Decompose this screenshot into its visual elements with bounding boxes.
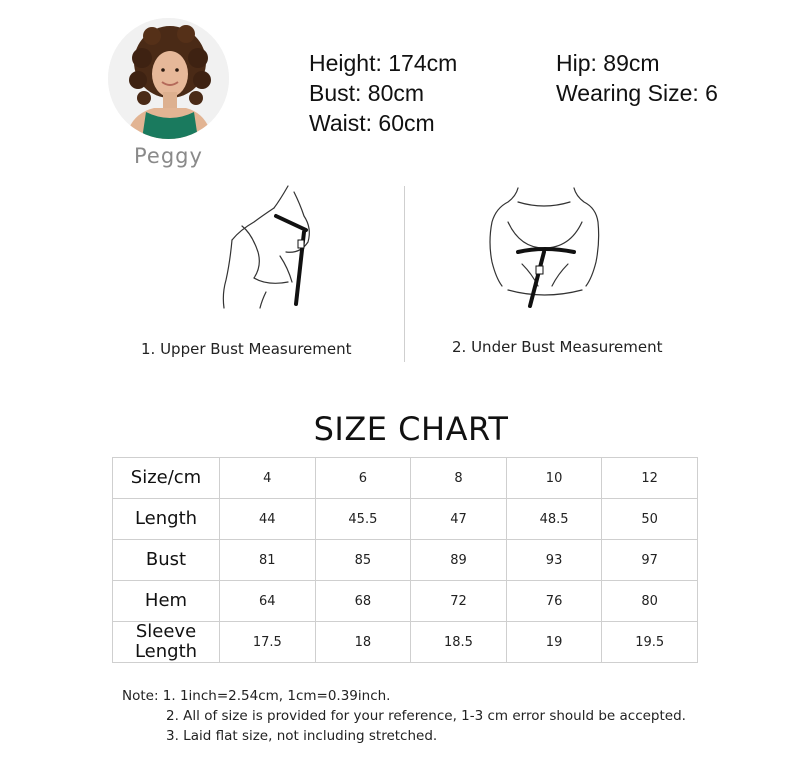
row-label-sleeve-length: [113, 622, 220, 663]
value-cell: 44: [220, 499, 316, 540]
table-header-row: [113, 458, 698, 499]
size-chart-table: [112, 457, 698, 663]
value-cell: 81: [220, 540, 316, 581]
value-cell: 19: [506, 622, 602, 663]
value-cell: 93: [506, 540, 602, 581]
row-label-length: Length: [113, 499, 220, 540]
size-cell: 4: [220, 458, 316, 499]
size-cell: 12: [602, 458, 698, 499]
table-row: [113, 540, 698, 581]
value-cell: 18.5: [411, 622, 507, 663]
row-label-hem: Hem: [113, 581, 220, 622]
model-height: Height: 174cm: [309, 50, 458, 76]
row-label-line: Sleeve: [135, 621, 197, 642]
under-bust-caption: 2. Under Bust Measurement: [452, 338, 663, 356]
value-cell: 50: [602, 499, 698, 540]
value-cell: 18: [315, 622, 411, 663]
size-chart-title: SIZE CHART: [313, 410, 509, 448]
illustration-divider: [404, 186, 405, 362]
under-bust-illustration: [478, 182, 610, 312]
row-label-line: Length: [134, 641, 198, 662]
value-cell: 68: [315, 581, 411, 622]
header-label-cell: Size/cm: [113, 458, 220, 499]
note-line: Note: 1. 1inch=2.54cm, 1cm=0.39inch.: [122, 688, 391, 704]
model-bust: Bust: 80cm: [309, 80, 425, 106]
value-cell: 64: [220, 581, 316, 622]
size-cell: 8: [411, 458, 507, 499]
value-cell: 89: [411, 540, 507, 581]
model-avatar: [108, 18, 229, 139]
note-line: 2. All of size is provided for your reference, 1-3 cm error should be accepted.: [166, 708, 686, 724]
size-cell: 10: [506, 458, 602, 499]
value-cell: 19.5: [602, 622, 698, 663]
row-label-bust: Bust: [113, 540, 220, 581]
table-row: [113, 622, 698, 663]
model-wearing-size: Wearing Size: 6: [556, 80, 718, 106]
value-cell: 72: [411, 581, 507, 622]
value-cell: 97: [602, 540, 698, 581]
value-cell: 80: [602, 581, 698, 622]
table-row: [113, 499, 698, 540]
size-cell: 6: [315, 458, 411, 499]
value-cell: 47: [411, 499, 507, 540]
value-cell: 48.5: [506, 499, 602, 540]
value-cell: 76: [506, 581, 602, 622]
value-cell: 45.5: [315, 499, 411, 540]
table-row: [113, 581, 698, 622]
model-waist: Waist: 60cm: [309, 110, 435, 136]
value-cell: 85: [315, 540, 411, 581]
note-line: 3. Laid flat size, not including stretched.: [166, 728, 438, 744]
model-hip: Hip: 89cm: [556, 50, 660, 76]
upper-bust-caption: 1. Upper Bust Measurement: [141, 340, 352, 358]
model-name: Peggy: [134, 144, 203, 168]
value-cell: 17.5: [220, 622, 316, 663]
upper-bust-illustration: [196, 182, 336, 312]
